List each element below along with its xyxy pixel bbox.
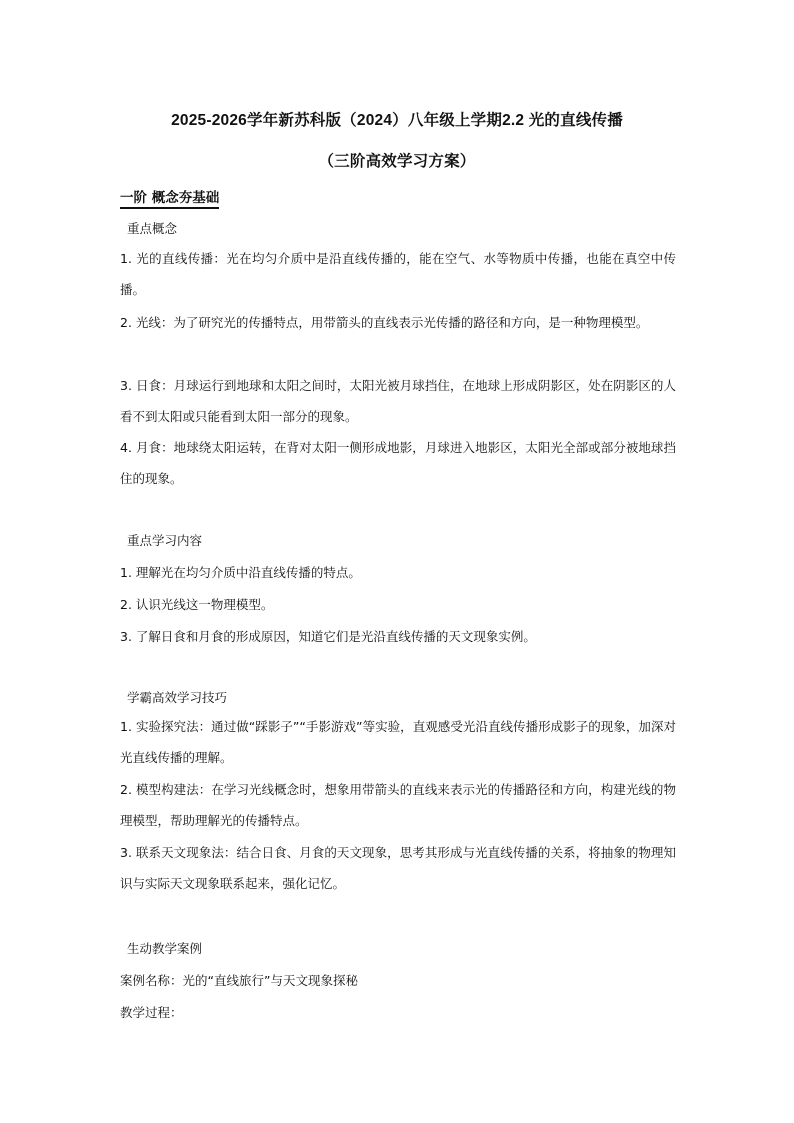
tip-item-1: 1. 实验探究法：通过做“踩影子”“手影游戏”等实验，直观感受光沿直线传播形成影子的现象，加深对光直线传播的理解。 [120,719,676,765]
tips-heading: 学霸高效学习技巧 [127,690,228,705]
document-title-line1: 2025-2026学年新苏科版（2024）八年级上学期2.2 光的直线传播 [171,112,623,129]
key-concepts-heading: 重点概念 [127,221,178,236]
section-heading [120,186,219,206]
learning-item-1: 1. 理解光在均匀介质中沿直线传播的特点。 [120,565,361,580]
tip-item-2: 2. 模型构建法：在学习光线概念时，想象用带箭头的直线来表示光的传播路径和方向，构建光线的物理模型，帮助理解光的传播特点。 [120,782,676,828]
concept-item-4: 4. 月食：地球绕太阳运转，在背对太阳一侧形成地影，月球进入地影区，太阳光全部或部分被地球挡住的现象。 [120,440,676,486]
learning-item-3: 3. 了解日食和月食的形成原因，知道它们是光沿直线传播的天文现象实例。 [120,629,536,644]
concept-item-1: 1. 光的直线传播：光在均匀介质中是沿直线传播的，能在空气、水等物质中传播，也能在真空中传播。 [120,251,676,297]
case-process: 教学过程： [120,1005,183,1020]
section-heading-text: 一阶 概念夯基础 [120,190,219,209]
tip-item-3: 3. 联系天文现象法：结合日食、月食的天文现象，思考其形成与光直线传播的关系，将抽象的物理知识与实际天文现象联系起来，强化记忆。 [120,845,676,891]
concept-item-2: 2. 光线：为了研究光的传播特点，用带箭头的直线表示光传播的路径和方向，是一种物理模型。 [120,315,649,330]
key-learning-heading: 重点学习内容 [127,533,203,548]
case-name: 案例名称：光的“直线旅行”与天文现象探秘 [120,973,358,988]
document-title-line2: （三阶高效学习方案） [318,153,476,170]
learning-item-2: 2. 认识光线这一物理模型。 [120,597,274,612]
case-heading: 生动教学案例 [127,941,203,956]
concept-item-3: 3. 日食：月球运行到地球和太阳之间时，太阳光被月球挡住，在地球上形成阴影区，处在阴影区的人看不到太阳或只能看到太阳一部分的现象。 [120,378,676,424]
